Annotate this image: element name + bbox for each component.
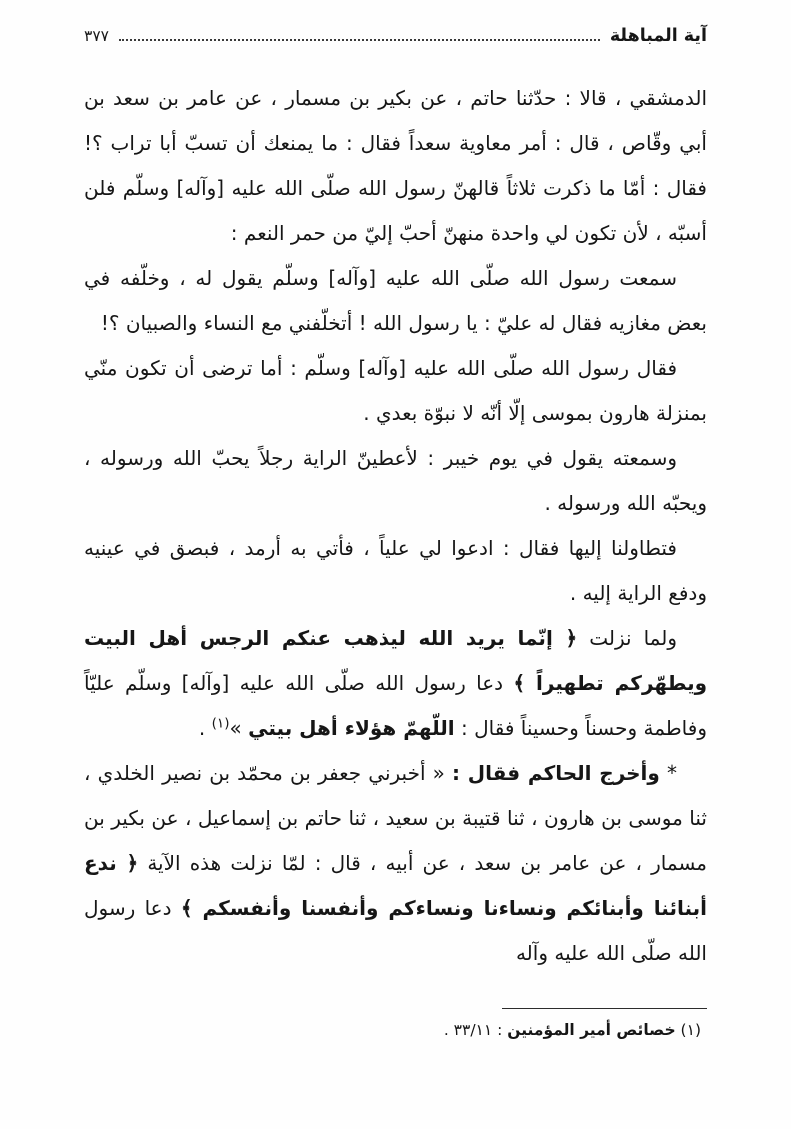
paragraph — [84, 436, 707, 526]
emphasized-text: ﴿ ندع أبنائنا وأبنائكم ونساءنا ونساءكم وأنفسنا وأنفسكم ﴾ — [84, 851, 707, 920]
page-header — [84, 26, 707, 46]
footnote-marker: (١) — [211, 715, 230, 732]
paragraph — [84, 76, 707, 256]
body-text — [84, 76, 707, 976]
paragraph — [84, 751, 707, 976]
footnote-area — [84, 1008, 707, 1043]
text-run: « أخبرني جعفر بن محمّد بن نصير الخلدي ، ثنا موسى بن هارون ، ثنا قتيبة بن سعيد ، ثنا حاتم بن إسماعيل ، عن بكير بن مسمار ، عن عامر بن سعد ، عن أبيه ، قال : لمّا نزلت هذه الآية — [84, 761, 708, 875]
text-run: » — [229, 716, 249, 740]
paragraph — [84, 256, 707, 346]
emphasized-text: اللّهمّ هؤلاء أهل بيتي — [248, 716, 455, 740]
text-run: (١) — [675, 1021, 701, 1040]
text-run: . — [198, 716, 212, 740]
paragraph — [84, 616, 707, 751]
text-run: : ٣٣/١١ . — [443, 1021, 508, 1040]
dotted-leader — [119, 30, 600, 41]
footnote-source: خصائص أمير المؤمنين — [507, 1021, 676, 1040]
page-number: ٣٧٧ — [84, 27, 109, 45]
text-run: الدمشقي ، قالا : حدّثنا حاتم ، عن بكير بن مسمار ، عن عامر بن سعد بن أبي وقّاص ، قال : أمر معاوية سعداً فقال : ما يمنعك أن تسبّ أبا تراب ؟! فقال : أمّا ما ذكرت ثلاثاً قالهنّ رسول الله صلّى الله عليه [وآله] وسلّم فلن أسبّه ، لأن تكون لي واحدة منهنّ أحبّ إليّ من حمر النعم : — [84, 86, 707, 245]
emphasized-text: ﴿ إنّما يريد الله ليذهب عنكم الرجس أهل البيت ويطهّركم تطهيراً ﴾ — [84, 626, 708, 695]
text-run: * — [659, 761, 677, 785]
paragraph — [84, 346, 707, 436]
text-run: وسمعته يقول في يوم خيبر : لأعطينّ الراية رجلاً يحبّ الله ورسوله ، ويحبّه الله ورسوله . — [84, 446, 707, 515]
text-run: فتطاولنا إليها فقال : ادعوا لي علياً ، فأتي به أرمد ، فبصق في عينيه ودفع الراية إليه . — [84, 536, 707, 605]
text-run: دعا رسول الله صلّى الله عليه [وآله] وسلّم عليّاً وفاطمة وحسناً وحسيناً فقال : — [84, 671, 707, 740]
text-run: سمعت رسول الله صلّى الله عليه [وآله] وسلّم يقول له ، وخلّفه في بعض مغازيه فقال له عليّ : يا رسول الله ! أتخلّفني مع النساء والصبيان ؟! — [84, 266, 707, 335]
chapter-title: آية المباهلة — [609, 26, 707, 46]
text-run: ولما نزلت — [577, 626, 677, 650]
text-run: دعا رسول الله صلّى الله عليه وآله — [84, 896, 707, 965]
footnote-text — [84, 1018, 707, 1043]
text-run: فقال رسول الله صلّى الله عليه [وآله] وسلّم : أما ترضى أن تكون منّي بمنزلة هارون بموسى إلّا أنّه لا نبوّة بعدي . — [84, 356, 707, 425]
emphasized-text: وأخرج الحاكم فقال : — [452, 761, 660, 785]
paragraph — [84, 526, 707, 616]
footnote-separator — [502, 1008, 707, 1009]
